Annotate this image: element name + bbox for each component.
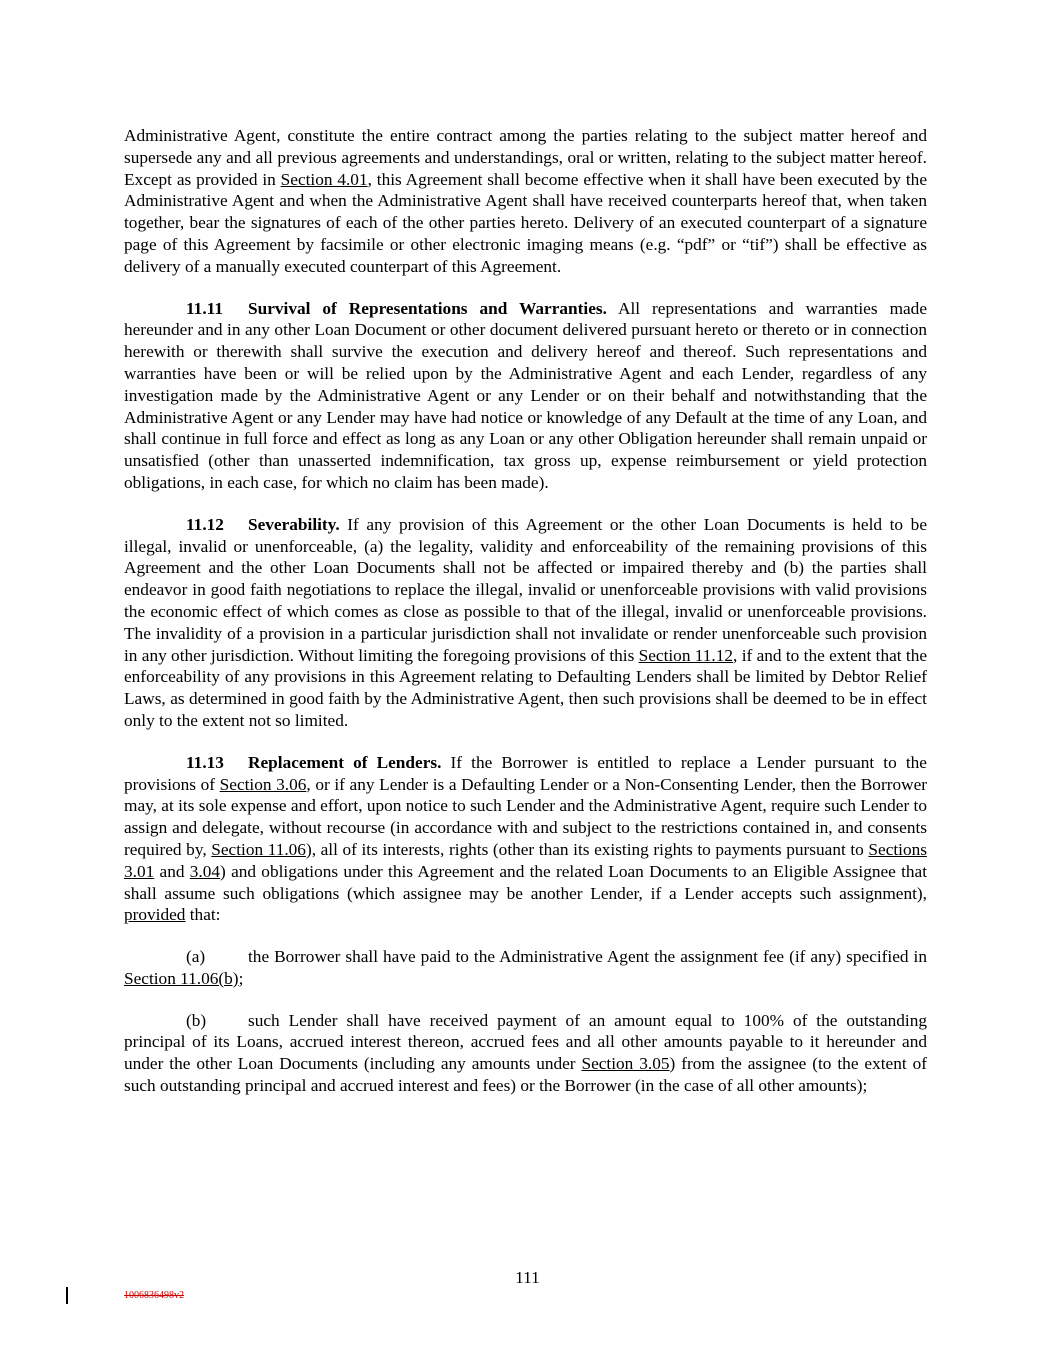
section-reference: Section 3.06 <box>219 774 307 794</box>
section-heading: Severability. <box>248 514 340 534</box>
section-reference: Sections 3.01 <box>124 839 927 881</box>
revision-bar <box>66 1287 68 1304</box>
page-number: 111 <box>515 1268 540 1287</box>
text-run: ; <box>238 968 244 988</box>
text-run: If the Borrower is entitled to replace a Lender pursuant to the provisions of <box>124 752 927 794</box>
section-11-13 <box>124 752 927 926</box>
text-run: and <box>154 861 190 881</box>
text-run: ) from the assignee (to the extent of such outstanding principal and accrued interest and fees) or the Borrower (in the case of all other amounts); <box>124 1054 927 1096</box>
text-run: , this Agreement shall become effective when it shall have been executed by the Administrative Agent and when the Administrative Agent shall have received counterparts hereof that, when taken together, bear the signatures of each of the other parties hereto. Delivery of an executed counterpart of a signature page of this Agreement by facsimile or other electronic imaging means (e.g. “pdf” or “tif”) shall be effective as delivery of a manually executed counterpart of this Agreement. <box>124 169 927 276</box>
text-run: , or if any Lender is a Defaulting Lender or a Non-Consenting Lender, then the Borrower may, at its sole expense and effort, upon notice to such Lender and the Administrative Agent, require such Lender to assign and delegate, without recourse (in accordance with and subject to the restrictions contained in, and consents required by, <box>124 774 928 859</box>
list-item-label: (b) <box>186 1010 207 1030</box>
text-run: such Lender shall have received payment of an amount equal to 100% of the outstanding principal of its Loans, accrued interest thereon, accrued fees and all other amounts payable to it hereunder and under the other Loan Documents (including any amounts under <box>124 1010 927 1074</box>
section-11-12 <box>124 514 927 732</box>
list-item-a <box>124 946 927 990</box>
list-item-label: (a) <box>186 947 206 967</box>
text-run: that: <box>185 905 221 925</box>
text-run: ) and obligations under this Agreement and the related Loan Documents to an Eligible Assignee that shall assume such obligations (which assignee may be another Lender, if a Lender accepts such assignment), <box>124 861 928 903</box>
text-run: the Borrower shall have paid to the Administrative Agent the assignment fee (if any) specified in <box>248 947 927 967</box>
document-body <box>124 125 927 1117</box>
section-number: 11.13 <box>186 752 224 772</box>
text-run: , if and to the extent that the enforceability of any provisions in this Agreement relating to Defaulting Lenders shall be limited by Debtor Relief Laws, as determined in good faith by the Administrative Agent, then such provisions shall be deemed to be in effect only to the extent not so limited. <box>124 645 928 730</box>
document-id: 1006836498v2 <box>124 1290 184 1301</box>
section-reference: Section 11.06 <box>211 839 306 859</box>
section-reference: Section 4.01 <box>280 169 368 189</box>
text-run: Administrative Agent, constitute the entire contract among the parties relating to the subject matter hereof and supersede any and all previous agreements and understandings, oral or written, relating to the subject matter hereof. Except as provided in <box>124 126 927 189</box>
section-heading: Survival of Representations and Warranties. <box>248 298 607 318</box>
text-run: ), all of its interests, rights (other than its existing rights to payments pursuant to <box>305 839 869 859</box>
section-heading: Replacement of Lenders. <box>248 752 442 772</box>
section-reference: Section 11.06(b) <box>124 968 239 988</box>
section-reference: 3.04 <box>189 861 221 881</box>
section-11-11 <box>124 298 927 494</box>
paragraph-entire-agreement <box>124 125 927 278</box>
list-item-b <box>124 1010 927 1097</box>
text-run: If any provision of this Agreement or the other Loan Documents is held to be illegal, invalid or unenforceable, (a) the legality, validity and enforceability of the remaining provisions of this Agreement and the other Loan Documents shall not be affected or impaired thereby and (b) the parties shall endeavor in good faith negotiations to replace the illegal, invalid or unenforceable provisions with valid provisions the economic effect of which comes as close as possible to that of the illegal, invalid or unenforceable provisions. The invalidity of a provision in a particular jurisdiction shall not invalidate or render unenforceable such provision in any other jurisdiction. Without limiting the foregoing provisions of this <box>124 514 927 665</box>
section-reference: Section 11.12 <box>638 645 734 665</box>
section-body: All representations and warranties made hereunder and in any other Loan Document or other document delivered pursuant hereto or thereto or in connection herewith or therewith shall survive the execution and delivery hereof and thereof. Such representations and warranties have been or will be relied upon by the Administrative Agent and each Lender, regardless of any investigation made by the Administrative Agent or any Lender or on their behalf and notwithstanding that the Administrative Agent or any Lender may have had notice or knowledge of any Default at the time of any Loan, and shall continue in full force and effect as long as any Loan or any other Obligation hereunder shall remain unpaid or unsatisfied (other than unasserted indemnification, tax gross up, expense reimbursement or yield protection obligations, in each case, for which no claim has been made). <box>124 298 927 492</box>
section-number: 11.11 <box>186 298 223 318</box>
section-number: 11.12 <box>186 514 224 534</box>
provided-term: provided <box>124 905 186 925</box>
section-reference: Section 3.05 <box>581 1054 670 1074</box>
